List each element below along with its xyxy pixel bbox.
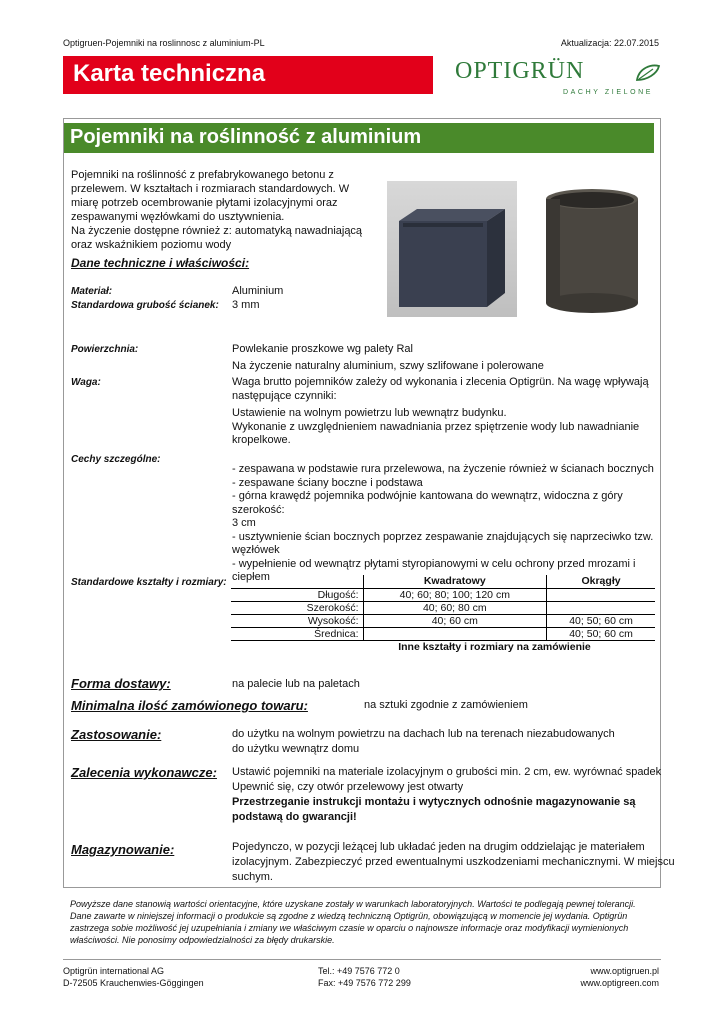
phone: Tel.: +49 7576 772 0 xyxy=(318,966,400,976)
section-title-bar xyxy=(64,123,654,153)
cell-round: 40; 50; 60 cm xyxy=(547,614,655,627)
fax: Fax: +49 7576 772 299 xyxy=(318,978,411,988)
weight-line: kropelkowe. xyxy=(232,434,291,446)
feature-line: 3 cm xyxy=(232,517,256,529)
weight-line: Wykonanie z uwzględnieniem nawadniania przez spiętrzenie wody lub nawadnianie xyxy=(232,420,640,433)
recommend-bold-line: Przestrzeganie instrukcji montażu i wytycznych odnośnie magazynowanie są xyxy=(232,796,636,808)
feature-line: - usztywnienie ścian bocznych poprzez zespawanie znajdujących się naprzeciwko tzw. xyxy=(232,530,654,543)
delivery-label: Forma dostawy: xyxy=(71,676,171,691)
wall-value: 3 mm xyxy=(232,299,260,311)
feature-line: - wypełnienie od wewnątrz płytami styropianowymi w celu ochrony przed mrozami i ciepłem xyxy=(232,557,636,583)
intro-text xyxy=(71,168,371,251)
dims-label: Standardowe kształty i rozmiary: xyxy=(71,577,227,588)
weight-line: Ustawienie na wolnym powietrzu lub wewnątrz budynku. xyxy=(232,407,507,419)
section-title: Pojemniki na roślinność z aluminium xyxy=(70,126,422,148)
footer-company xyxy=(63,965,204,989)
feature-line: - zespawane ściany boczne i podstawa xyxy=(232,476,423,489)
material-value: Aluminium xyxy=(232,285,284,297)
footer-web xyxy=(580,965,659,989)
row-label: Długość: xyxy=(231,588,363,601)
company-address: D-72505 Krauchenwies-Göggingen xyxy=(63,978,204,988)
logo-text: OPTIGRÜN xyxy=(455,58,585,84)
surface-label: Powierzchnia: xyxy=(71,344,139,355)
recommend-line: Ustawić pojemniki na materiale izolacyjnym o grubości min. 2 cm, ew. wyrównać spadek xyxy=(232,766,662,778)
recommend-label: Zalecenia wykonawcze: xyxy=(71,765,217,780)
material-label: Materiał: xyxy=(71,286,113,297)
website-link[interactable]: www.optigreen.com xyxy=(580,978,659,988)
col-square-header: Kwadratowy xyxy=(363,575,547,588)
dims-note: Inne kształty i rozmiary na zamówienie xyxy=(398,640,591,653)
website-link[interactable]: www.optigruen.pl xyxy=(590,966,659,976)
cell-square: 40; 60 cm xyxy=(363,614,547,627)
update-date: Aktualizacja: 22.07.2015 xyxy=(560,38,659,48)
intro-line: oraz wskaźnikiem poziomu wody xyxy=(71,239,232,251)
weight-line: następujące czynniki: xyxy=(232,389,337,402)
storage-label: Magazynowanie: xyxy=(71,842,175,857)
intro-line: przelewem. W kształtach i rozmiarach standardowych. W xyxy=(71,183,350,195)
recommend-bold-line: podstawą do gwarancji! xyxy=(232,811,357,823)
storage-value xyxy=(232,840,675,885)
disclaimer-line: Dane zawarte w niniejszej informacji o produkcie są zgodne z wiedzą techniczną Optigrün, obowiązującą w momencie jej wydania. Optigrün xyxy=(70,911,628,921)
round-planter-photo xyxy=(526,181,654,317)
surface-line: Powlekanie proszkowe wg palety Ral xyxy=(232,343,413,355)
feature-line: - górna krawędź pojemnika podwójnie kantowana do wewnątrz, widoczna z góry szerokość: xyxy=(232,490,623,516)
weight-value xyxy=(232,376,657,448)
page-title: Karta techniczna xyxy=(73,60,266,87)
disclaimer-line: Powyższe dane stanowią wartości orientacyjne, które uzyskane zostały w warunkach laboratoryjnych. Wartości te podlegają pewnej tolerancji. xyxy=(70,899,636,909)
table-row xyxy=(231,601,655,614)
min-order-label: Minimalna ilość zamówionego towaru: xyxy=(71,698,308,713)
cell-square: 40; 60; 80; 100; 120 cm xyxy=(363,588,547,601)
delivery-value: na palecie lub na paletach xyxy=(232,678,360,690)
company-name: Optigrün international AG xyxy=(63,966,165,976)
disclaimer-line: zastrzega sobie możliwość jej uzupełniania i zmiany we właściwym czasie w oparciu o najnowsze informacje oraz modyfikacji wymienionych xyxy=(70,923,629,933)
usage-value xyxy=(232,727,615,757)
disclaimer xyxy=(70,898,655,946)
row-label: Wysokość: xyxy=(231,614,363,627)
intro-line: Na życzenie dostępne również z: automatyką nawadniającą xyxy=(71,225,363,237)
row-label: Szerokość: xyxy=(231,601,363,614)
table-row xyxy=(231,627,655,640)
usage-line: do użytku na wolnym powietrzu na dachach lub na terenach niezabudowanych xyxy=(232,728,615,740)
dimensions-table xyxy=(231,575,655,653)
intro-line: Pojemniki na roślinność z prefabrykowanego betonu z xyxy=(71,169,334,181)
tech-heading: Dane techniczne i właściwości: xyxy=(71,256,250,270)
feature-line: węzłówek xyxy=(232,544,280,556)
weight-label: Waga: xyxy=(71,377,101,388)
cell-square: 40; 60; 80 cm xyxy=(363,601,547,614)
surface-value xyxy=(232,343,544,373)
title-bar xyxy=(63,56,433,94)
features-value xyxy=(232,463,657,585)
storage-line: Pojedynczo, w pozycji leżącej lub układać jeden na drugim oddzielając je materiałem xyxy=(232,841,645,853)
features-label: Cechy szczególne: xyxy=(71,454,161,465)
disclaimer-line: właściwości. Nie ponosimy odpowiedzialności za błędy drukarskie. xyxy=(70,935,335,945)
recommend-value xyxy=(232,765,661,825)
leaf-icon xyxy=(635,64,661,82)
cell-round xyxy=(547,588,655,601)
cell-square xyxy=(363,627,547,640)
footer-divider xyxy=(63,959,661,960)
min-order-value: na sztuki zgodnie z zamówieniem xyxy=(364,699,528,711)
weight-line: Waga brutto pojemników zależy od wykonania i zlecenia Optigrün. Na wagę wpływają xyxy=(232,376,649,388)
row-label: Średnica: xyxy=(231,627,363,640)
cell-round: 40; 50; 60 cm xyxy=(547,627,655,640)
surface-line: Na życzenie naturalny aluminium, szwy szlifowane i polerowane xyxy=(232,359,544,372)
col-round-header: Okrągły xyxy=(547,575,655,588)
storage-line: izolacyjnym. Zabezpieczyć przed ewentualnymi uszkodzeniami mechanicznymi. W miejscu xyxy=(232,856,675,868)
table-row xyxy=(231,614,655,627)
wall-label: Standardowa grubość ścianek: xyxy=(71,300,219,311)
recommend-line: Upewnić się, czy otwór przelewowy jest otwarty xyxy=(232,781,464,793)
usage-label: Zastosowanie: xyxy=(71,727,162,742)
feature-line: - zespawana w podstawie rura przelewowa, na życzenie również w ścianach bocznych xyxy=(232,463,654,475)
table-row xyxy=(231,588,655,601)
document-name: Optigruen-Pojemniki na roslinnosc z aluminium-PL xyxy=(63,38,265,48)
usage-line: do użytku wewnątrz domu xyxy=(232,743,360,755)
logo-subtitle: DACHY ZIELONE xyxy=(563,89,654,96)
footer-contact xyxy=(318,965,411,989)
optigruen-logo xyxy=(455,56,660,100)
intro-line: zespawanymi węzłówkami do usztywnienia. xyxy=(71,211,285,223)
storage-line: suchym. xyxy=(232,871,273,883)
cell-round xyxy=(547,601,655,614)
square-planter-photo xyxy=(387,181,517,317)
intro-line: miarę potrzeb ocembrowanie płytami izolacyjnymi oraz xyxy=(71,197,338,209)
